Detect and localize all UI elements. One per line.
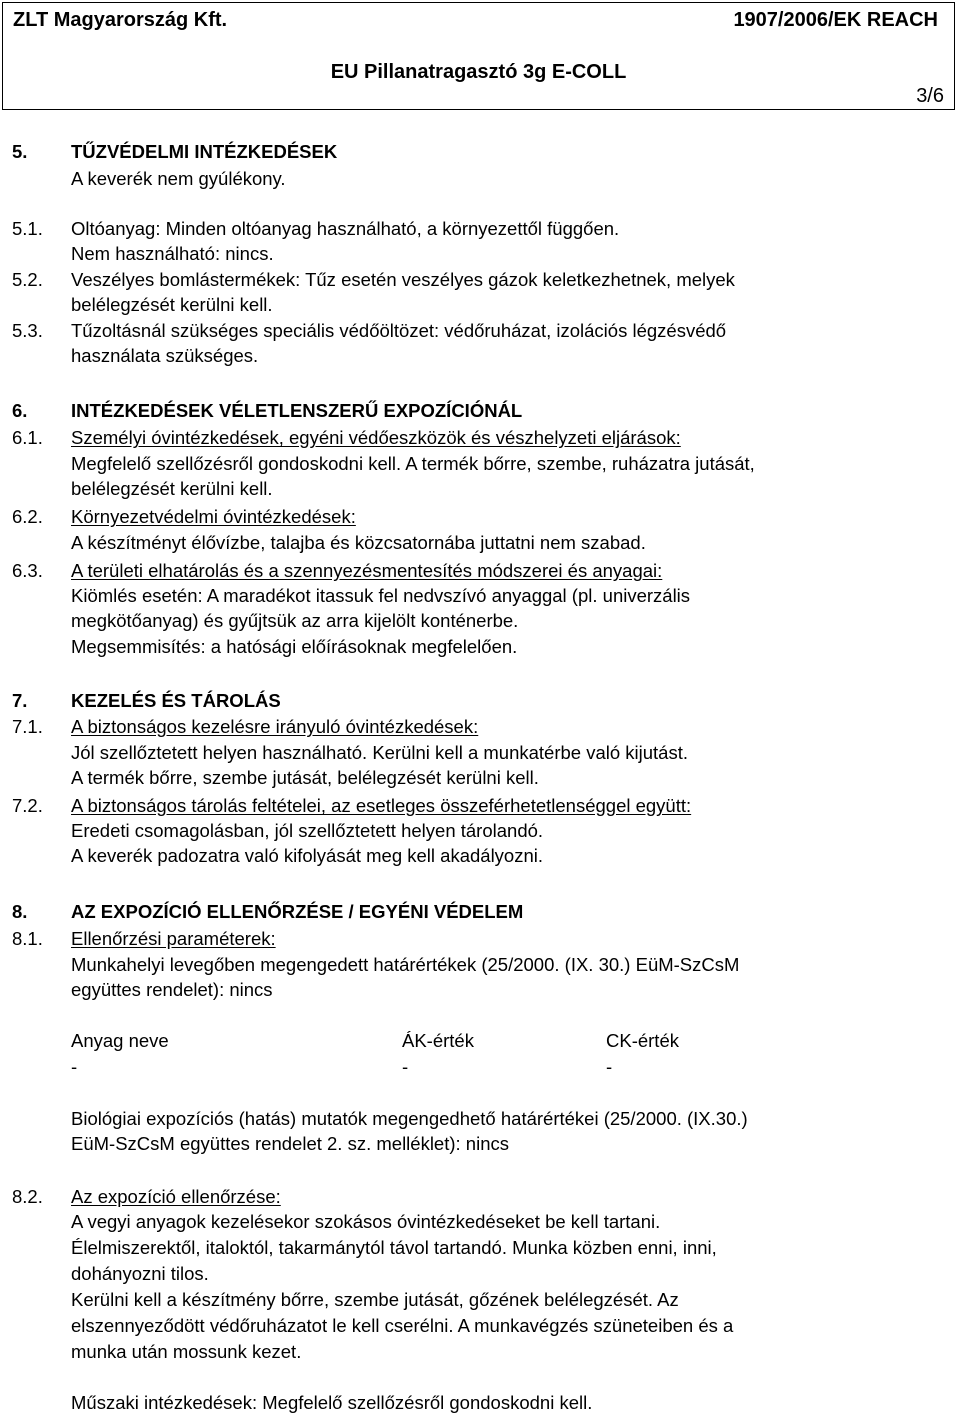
- section-6-3-number: 6.3.: [12, 560, 43, 581]
- section-5-1-number: 5.1.: [12, 218, 43, 239]
- product-name: EU Pillanatragasztó 3g E-COLL: [330, 61, 627, 83]
- section-8-1-line1: Munkahelyi levegőben megengedett határértékek (25/2000. (IX. 30.) EüM-SzCsM: [71, 954, 740, 975]
- section-8-2-line2: Élelmiszerektől, italoktól, takarmánytól távol tartandó. Munka közben enni, inni,: [71, 1237, 717, 1258]
- section-8-1-line3: Biológiai expozíciós (hatás) mutatók megengedhető határértékei (25/2000. (IX.30.): [71, 1108, 748, 1129]
- table-cell-ck: -: [606, 1056, 613, 1077]
- section-6-1-number: 6.1.: [12, 427, 43, 448]
- section-6-1-heading: Személyi óvintézkedések, egyéni védőeszközök és vészhelyzeti eljárások:: [71, 427, 681, 448]
- section-8-1-line2: együttes rendelet): nincs: [71, 979, 273, 1000]
- section-6-3-heading: A területi elhatárolás és a szennyezésmentesítés módszerei és anyagai:: [71, 560, 663, 581]
- section-5-3-line1: Tűzoltásnál szükséges speciális védőöltözet: védőruházat, izolációs légzésvédő: [71, 320, 727, 341]
- section-5-1-line2: Nem használható: nincs.: [71, 243, 274, 264]
- page-number: 3/6: [916, 85, 944, 107]
- section-6-3-line3: Megsemmisítés: a hatósági előírásoknak megfelelően.: [71, 636, 518, 657]
- section-5-intro: A keverék nem gyúlékony.: [71, 168, 286, 189]
- section-6-title: INTÉZKEDÉSEK VÉLETLENSZERŰ EXPOZÍCIÓNÁL: [71, 400, 523, 421]
- table-cell-substance: -: [71, 1056, 78, 1077]
- section-7-1-line2: A termék bőrre, szembe jutását, belélegzését kerülni kell.: [71, 767, 539, 788]
- section-6-3-line2: megkötőanyag) és gyűjtsük az arra kijelölt konténerbe.: [71, 610, 519, 631]
- section-5-title: TŰZVÉDELMI INTÉZKEDÉSEK: [71, 141, 338, 162]
- section-6-1-line1: Megfelelő szellőzésről gondoskodni kell. A termék bőrre, szembe, ruházatra jutását,: [71, 453, 755, 474]
- section-8-2-line4: Kerülni kell a készítmény bőrre, szembe jutását, gőzének belélegzését. Az: [71, 1289, 679, 1310]
- section-8-2-line7: Műszaki intézkedések: Megfelelő szellőzésről gondoskodni kell.: [71, 1392, 593, 1413]
- section-8-1-line4: EüM-SzCsM együttes rendelet 2. sz. melléklet): nincs: [71, 1133, 509, 1154]
- section-6-3-line1: Kiömlés esetén: A maradékot itassuk fel nedvszívó anyaggal (pl. univerzális: [71, 585, 691, 606]
- regulation-reference: 1907/2006/EK REACH: [733, 9, 938, 31]
- section-5-1-line1: Oltóanyag: Minden oltóanyag használható, a környezettől függően.: [71, 218, 620, 239]
- section-8-2-line6: munka után mossunk kezet.: [71, 1341, 302, 1362]
- company-name: ZLT Magyarország Kft.: [13, 9, 228, 31]
- section-5-number: 5.: [12, 141, 28, 162]
- section-6-number: 6.: [12, 400, 28, 421]
- section-8-2-line3: dohányozni tilos.: [71, 1263, 209, 1284]
- section-7-2-line2: A keverék padozatra való kifolyását meg kell akadályozni.: [71, 845, 544, 866]
- section-6-2-number: 6.2.: [12, 506, 43, 527]
- section-7-number: 7.: [12, 690, 28, 711]
- section-5-3-line2: használata szükséges.: [71, 345, 259, 366]
- section-5-2-line1: Veszélyes bomlástermékek: Tűz esetén veszélyes gázok keletkezhetnek, melyek: [71, 269, 735, 290]
- section-7-1-heading: A biztonságos kezelésre irányuló óvintézkedések:: [71, 716, 479, 737]
- section-7-2-line1: Eredeti csomagolásban, jól szellőztetett helyen tárolandó.: [71, 820, 544, 841]
- document-header: [2, 2, 955, 110]
- section-7-1-number: 7.1.: [12, 716, 43, 737]
- section-7-1-line1: Jól szellőztetett helyen használható. Kerülni kell a munkatérbe való kijutást.: [71, 742, 689, 763]
- section-8-title: AZ EXPOZÍCIÓ ELLENŐRZÉSE / EGYÉNI VÉDELEM: [71, 901, 524, 922]
- section-7-2-number: 7.2.: [12, 795, 43, 816]
- section-6-2-heading: Környezetvédelmi óvintézkedések:: [71, 506, 356, 527]
- section-5-2-line2: belélegzését kerülni kell.: [71, 294, 273, 315]
- table-header-ak: ÁK-érték: [402, 1030, 474, 1051]
- section-8-2-line1: A vegyi anyagok kezelésekor szokásos óvintézkedéseket be kell tartani.: [71, 1211, 661, 1232]
- section-7-title: KEZELÉS ÉS TÁROLÁS: [71, 690, 281, 711]
- section-8-1-number: 8.1.: [12, 928, 43, 949]
- table-cell-ak: -: [402, 1056, 409, 1077]
- section-6-2-line1: A készítményt élővízbe, talajba és közcsatornába juttatni nem szabad.: [71, 532, 646, 553]
- section-8-1-heading: Ellenőrzési paraméterek:: [71, 928, 276, 949]
- table-header-substance: Anyag neve: [71, 1030, 169, 1051]
- section-5-3-number: 5.3.: [12, 320, 43, 341]
- section-8-2-number: 8.2.: [12, 1186, 43, 1207]
- section-5-2-number: 5.2.: [12, 269, 43, 290]
- section-8-2-line5: elszennyeződött védőruházatot le kell cserélni. A munkavégzés szüneteiben és a: [71, 1315, 734, 1336]
- section-8-number: 8.: [12, 901, 28, 922]
- section-8-2-heading: Az expozíció ellenőrzése:: [71, 1186, 281, 1207]
- section-6-1-line2: belélegzését kerülni kell.: [71, 478, 273, 499]
- table-header-ck: CK-érték: [606, 1030, 679, 1051]
- section-7-2-heading: A biztonságos tárolás feltételei, az esetleges összeférhetetlenséggel együtt:: [71, 795, 692, 816]
